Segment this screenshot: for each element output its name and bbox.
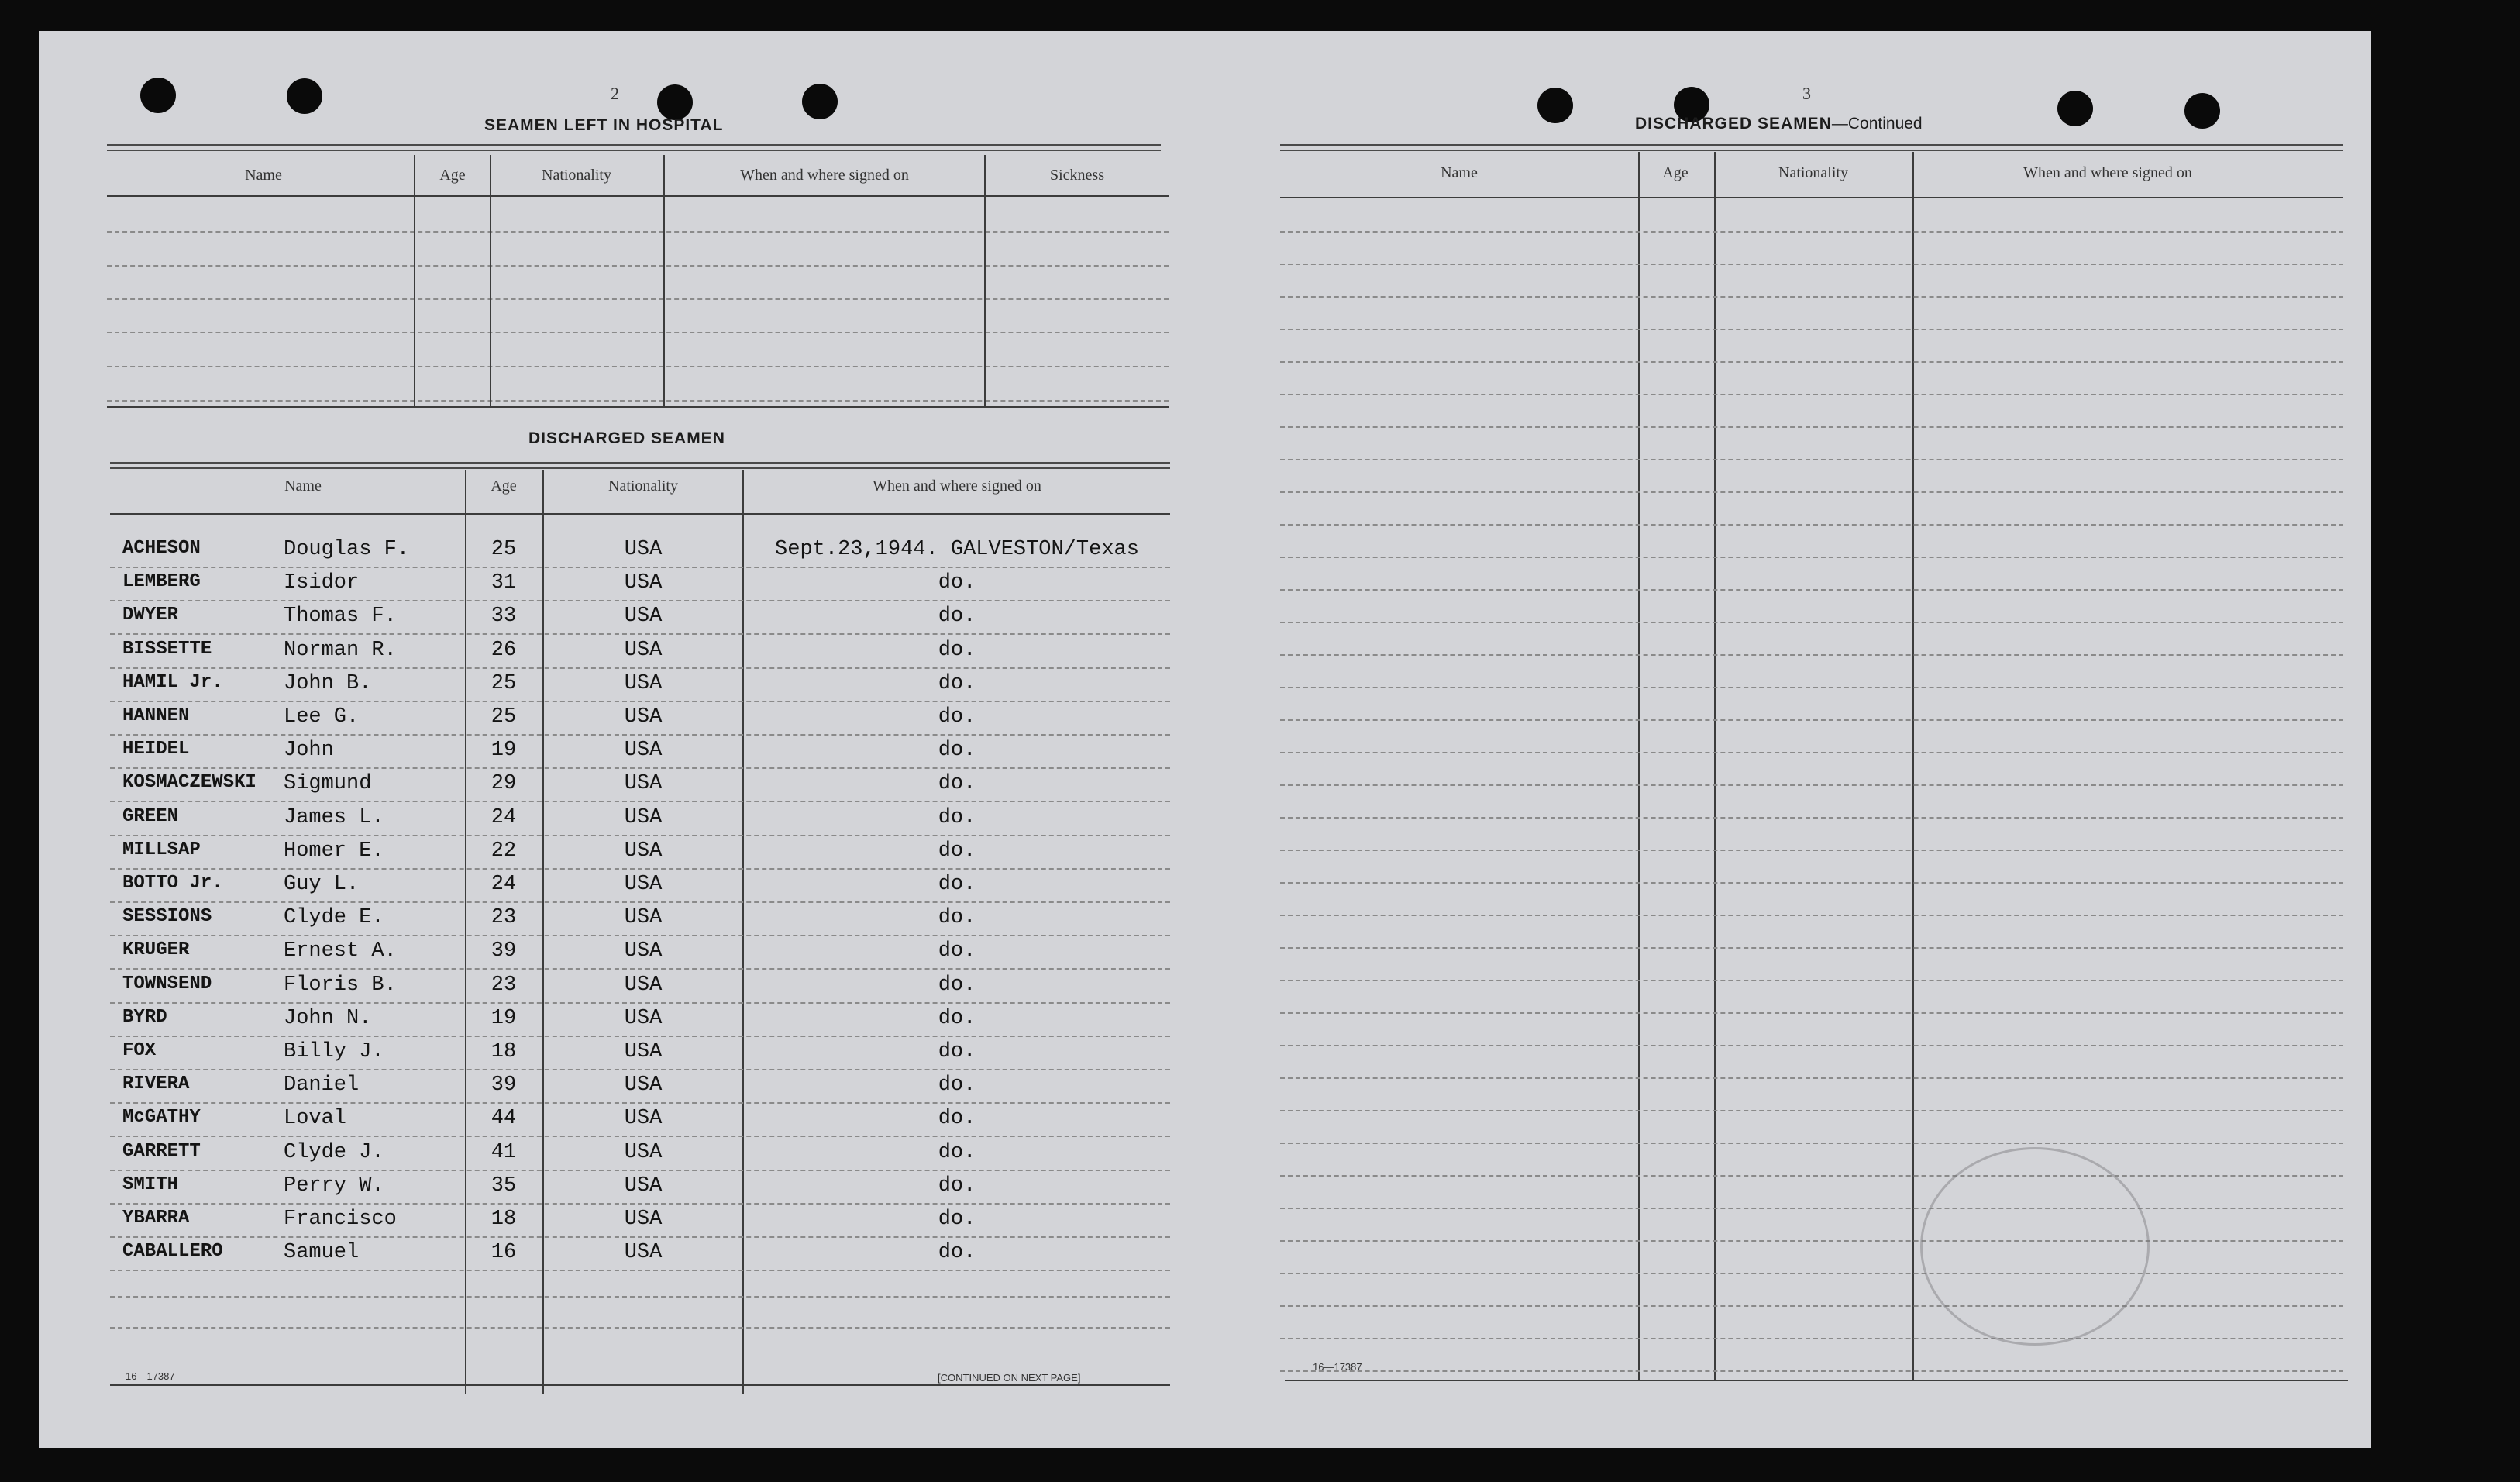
- hospital-title: SEAMEN LEFT IN HOSPITAL: [484, 116, 724, 134]
- seaman-surname: BYRD: [122, 1006, 167, 1028]
- ruled-line: [110, 968, 1170, 970]
- rule: [110, 513, 1170, 515]
- left-page: [39, 31, 1205, 1448]
- ruled-line: [1280, 1110, 2343, 1112]
- ruled-line: [1280, 589, 2343, 591]
- form-number: 16—17387: [1313, 1361, 1362, 1373]
- ruled-line: [1280, 850, 2343, 851]
- ruled-line: [1280, 1370, 2343, 1372]
- ruled-line: [1280, 264, 2343, 265]
- col-signed-on: When and where signed on: [873, 477, 1041, 495]
- rule: [110, 462, 1170, 464]
- ruled-line: [1280, 491, 2343, 493]
- seaman-signed-on: do.: [938, 1006, 976, 1030]
- seaman-surname: KOSMACZEWSKI: [122, 772, 256, 794]
- seaman-age: 33: [491, 605, 517, 629]
- col-nationality: Nationality: [608, 477, 678, 495]
- ruled-line: [1280, 1305, 2343, 1307]
- discharged-continued-title: DISCHARGED SEAMEN—Continued: [1635, 115, 1923, 133]
- seaman-nationality: USA: [624, 1040, 663, 1063]
- punch-hole: [657, 84, 693, 120]
- ruled-line: [107, 231, 1169, 233]
- seaman-signed-on: do.: [938, 1241, 976, 1265]
- ruled-line: [1280, 231, 2343, 233]
- seaman-surname: McGATHY: [122, 1107, 201, 1129]
- ruled-line: [110, 1296, 1170, 1298]
- ruled-line: [1280, 1012, 2343, 1014]
- seaman-given-name: Daniel: [284, 1074, 360, 1098]
- col-age: Age: [439, 167, 466, 184]
- ruled-line: [110, 701, 1170, 702]
- ruled-line: [107, 265, 1169, 267]
- rule: [110, 1384, 1170, 1386]
- rule: [107, 144, 1161, 146]
- seaman-surname: MILLSAP: [122, 839, 201, 860]
- seaman-nationality: USA: [624, 671, 663, 695]
- seaman-age: 39: [491, 939, 517, 963]
- seaman-age: 41: [491, 1140, 517, 1164]
- seaman-given-name: Norman R.: [284, 638, 397, 662]
- ruled-line: [1280, 1208, 2343, 1209]
- seaman-age: 25: [491, 538, 517, 561]
- seaman-given-name: Isidor: [284, 571, 360, 595]
- rule: [1280, 144, 2343, 146]
- seaman-age: 24: [491, 805, 517, 829]
- ruled-line: [1280, 426, 2343, 428]
- ruled-line: [110, 1069, 1170, 1070]
- seaman-age: 23: [491, 973, 517, 997]
- ruled-line: [1280, 1077, 2343, 1079]
- ruled-line: [110, 1002, 1170, 1004]
- seaman-nationality: USA: [624, 1174, 663, 1198]
- seaman-surname: HANNEN: [122, 705, 190, 726]
- punch-hole: [802, 84, 838, 119]
- punch-hole: [2184, 93, 2220, 129]
- seaman-surname: RIVERA: [122, 1074, 190, 1095]
- ruled-line: [1280, 524, 2343, 526]
- col-divider: [984, 155, 986, 406]
- seaman-surname: ACHESON: [122, 538, 201, 559]
- seaman-signed-on: do.: [938, 873, 976, 896]
- col-nationality: Nationality: [542, 167, 611, 184]
- ruled-line: [110, 633, 1170, 635]
- seaman-surname: HEIDEL: [122, 739, 190, 760]
- seaman-given-name: John N.: [284, 1006, 372, 1030]
- col-divider: [1912, 152, 1914, 1380]
- seaman-nationality: USA: [624, 1208, 663, 1231]
- ruled-line: [1280, 882, 2343, 884]
- seaman-nationality: USA: [624, 739, 663, 763]
- seaman-nationality: USA: [624, 1006, 663, 1030]
- col-name: Name: [245, 167, 282, 184]
- faded-stamp: [1920, 1147, 2150, 1346]
- seaman-nationality: USA: [624, 1107, 663, 1131]
- ruled-line: [107, 298, 1169, 300]
- seaman-surname: TOWNSEND: [122, 973, 212, 994]
- ruled-line: [1280, 361, 2343, 363]
- ruled-line: [1280, 947, 2343, 949]
- col-signed-on: When and where signed on: [740, 167, 909, 184]
- ruled-line: [1280, 296, 2343, 298]
- seaman-nationality: USA: [624, 906, 663, 930]
- ruled-line: [110, 901, 1170, 903]
- seaman-given-name: James L.: [284, 805, 384, 829]
- seaman-given-name: Francisco: [284, 1208, 397, 1231]
- form-number: 16—17387: [126, 1370, 175, 1382]
- seaman-age: 19: [491, 739, 517, 763]
- seaman-age: 39: [491, 1074, 517, 1098]
- ruled-line: [110, 1102, 1170, 1104]
- seaman-nationality: USA: [624, 1241, 663, 1265]
- ruled-line: [1280, 654, 2343, 656]
- seaman-signed-on: do.: [938, 1208, 976, 1231]
- page-number: 2: [611, 84, 619, 103]
- col-age: Age: [491, 477, 517, 495]
- seaman-nationality: USA: [624, 1074, 663, 1098]
- seaman-given-name: Lee G.: [284, 705, 360, 729]
- col-divider: [663, 155, 665, 406]
- seaman-age: 22: [491, 839, 517, 863]
- ruled-line: [1280, 915, 2343, 916]
- ruled-line: [107, 366, 1169, 367]
- ruled-line: [1280, 329, 2343, 330]
- seaman-nationality: USA: [624, 939, 663, 963]
- seaman-signed-on: do.: [938, 1107, 976, 1131]
- ruled-line: [107, 332, 1169, 333]
- continued-note: [CONTINUED ON NEXT PAGE]: [938, 1372, 1081, 1384]
- seaman-given-name: Douglas F.: [284, 538, 410, 561]
- seaman-given-name: John B.: [284, 671, 372, 695]
- seaman-nationality: USA: [624, 638, 663, 662]
- col-divider: [490, 155, 491, 406]
- seaman-nationality: USA: [624, 705, 663, 729]
- seaman-given-name: Clyde J.: [284, 1140, 384, 1164]
- col-nationality: Nationality: [1778, 164, 1848, 181]
- ruled-line: [110, 1327, 1170, 1329]
- col-age: Age: [1662, 164, 1689, 181]
- rule: [107, 195, 1169, 197]
- seaman-given-name: Ernest A.: [284, 939, 397, 963]
- seaman-surname: LEMBERG: [122, 571, 201, 593]
- seaman-signed-on: do.: [938, 839, 976, 863]
- seaman-nationality: USA: [624, 873, 663, 896]
- seaman-signed-on: do.: [938, 1074, 976, 1098]
- seaman-nationality: USA: [624, 973, 663, 997]
- seaman-given-name: Loval: [284, 1107, 347, 1131]
- seaman-signed-on: do.: [938, 906, 976, 930]
- seaman-given-name: Guy L.: [284, 873, 360, 896]
- seaman-surname: GREEN: [122, 805, 179, 827]
- discharged-title: DISCHARGED SEAMEN: [528, 429, 725, 447]
- seaman-age: 25: [491, 671, 517, 695]
- ruled-line: [1280, 752, 2343, 753]
- ruled-line: [110, 1170, 1170, 1171]
- seaman-given-name: John: [284, 739, 334, 763]
- seaman-given-name: Perry W.: [284, 1174, 384, 1198]
- seaman-signed-on: do.: [938, 772, 976, 796]
- punch-hole: [287, 78, 322, 114]
- seaman-surname: KRUGER: [122, 939, 190, 961]
- ruled-line: [110, 1136, 1170, 1137]
- seaman-age: 18: [491, 1040, 517, 1063]
- rule: [107, 406, 1169, 408]
- seaman-given-name: Floris B.: [284, 973, 397, 997]
- ruled-line: [107, 400, 1169, 402]
- seaman-signed-on: do.: [938, 1174, 976, 1198]
- ruled-line: [1280, 1240, 2343, 1242]
- seaman-age: 19: [491, 1006, 517, 1030]
- punch-hole: [140, 78, 176, 113]
- seaman-nationality: USA: [624, 839, 663, 863]
- seaman-given-name: Sigmund: [284, 772, 372, 796]
- ruled-line: [1280, 980, 2343, 981]
- ruled-line: [1280, 1273, 2343, 1274]
- seaman-surname: FOX: [122, 1040, 157, 1061]
- seaman-age: 25: [491, 705, 517, 729]
- ruled-line: [110, 767, 1170, 769]
- seaman-age: 18: [491, 1208, 517, 1231]
- punch-hole: [1537, 88, 1573, 123]
- col-signed-on: When and where signed on: [2023, 164, 2192, 181]
- seaman-age: 29: [491, 772, 517, 796]
- seaman-nationality: USA: [624, 805, 663, 829]
- seaman-surname: SESSIONS: [122, 906, 212, 928]
- col-name: Name: [284, 477, 322, 495]
- punch-hole: [2057, 91, 2093, 126]
- seaman-given-name: Billy J.: [284, 1040, 384, 1063]
- seaman-signed-on: do.: [938, 638, 976, 662]
- ruled-line: [1280, 784, 2343, 786]
- rule: [1280, 197, 2343, 198]
- page-number: 3: [1802, 84, 1811, 103]
- seaman-age: 23: [491, 906, 517, 930]
- seaman-given-name: Clyde E.: [284, 906, 384, 930]
- ruled-line: [1280, 1338, 2343, 1339]
- seaman-signed-on: do.: [938, 805, 976, 829]
- ruled-line: [110, 734, 1170, 736]
- seaman-surname: BISSETTE: [122, 638, 212, 660]
- ruled-line: [1280, 719, 2343, 721]
- seaman-given-name: Homer E.: [284, 839, 384, 863]
- ruled-line: [110, 1036, 1170, 1037]
- seaman-given-name: Thomas F.: [284, 605, 397, 629]
- ruled-line: [110, 600, 1170, 601]
- seaman-age: 16: [491, 1241, 517, 1265]
- ruled-line: [110, 1203, 1170, 1205]
- seaman-signed-on: do.: [938, 739, 976, 763]
- col-divider: [742, 470, 744, 1394]
- ruled-line: [110, 935, 1170, 936]
- ruled-line: [110, 1236, 1170, 1238]
- col-name: Name: [1441, 164, 1478, 181]
- seaman-signed-on: do.: [938, 939, 976, 963]
- ruled-line: [1280, 557, 2343, 558]
- seaman-signed-on: do.: [938, 705, 976, 729]
- seaman-age: 26: [491, 638, 517, 662]
- seaman-surname: GARRETT: [122, 1140, 201, 1162]
- ruled-line: [110, 835, 1170, 836]
- ruled-line: [110, 801, 1170, 802]
- ruled-line: [1280, 1045, 2343, 1046]
- seaman-surname: SMITH: [122, 1174, 179, 1195]
- ruled-line: [1280, 394, 2343, 395]
- ruled-line: [110, 868, 1170, 870]
- seaman-nationality: USA: [624, 1140, 663, 1164]
- seaman-nationality: USA: [624, 772, 663, 796]
- seaman-signed-on: Sept.23,1944. GALVESTON/Texas: [775, 538, 1139, 561]
- ruled-line: [1280, 817, 2343, 819]
- ruled-line: [110, 567, 1170, 568]
- col-divider: [1638, 152, 1640, 1380]
- seaman-nationality: USA: [624, 571, 663, 595]
- seaman-surname: YBARRA: [122, 1208, 190, 1229]
- right-page: [1200, 31, 2371, 1448]
- seaman-nationality: USA: [624, 538, 663, 561]
- seaman-age: 31: [491, 571, 517, 595]
- seaman-age: 35: [491, 1174, 517, 1198]
- col-divider: [414, 155, 415, 406]
- ruled-line: [1280, 459, 2343, 460]
- seaman-age: 44: [491, 1107, 517, 1131]
- seaman-signed-on: do.: [938, 1040, 976, 1063]
- ruled-line: [1280, 1175, 2343, 1177]
- seaman-surname: DWYER: [122, 605, 179, 626]
- seaman-signed-on: do.: [938, 571, 976, 595]
- seaman-given-name: Samuel: [284, 1241, 360, 1265]
- ruled-line: [1280, 687, 2343, 688]
- seaman-surname: HAMIL Jr.: [122, 671, 223, 693]
- seaman-nationality: USA: [624, 605, 663, 629]
- seaman-signed-on: do.: [938, 671, 976, 695]
- seaman-age: 24: [491, 873, 517, 896]
- col-divider: [1714, 152, 1716, 1380]
- ruled-line: [1280, 1143, 2343, 1144]
- seaman-surname: BOTTO Jr.: [122, 873, 223, 894]
- rule: [1285, 1380, 2348, 1381]
- ruled-line: [110, 1270, 1170, 1271]
- col-sickness: Sickness: [1050, 167, 1104, 184]
- seaman-signed-on: do.: [938, 605, 976, 629]
- seaman-signed-on: do.: [938, 1140, 976, 1164]
- ruled-line: [1280, 622, 2343, 623]
- seaman-signed-on: do.: [938, 973, 976, 997]
- ruled-line: [110, 667, 1170, 669]
- seaman-surname: CABALLERO: [122, 1241, 223, 1263]
